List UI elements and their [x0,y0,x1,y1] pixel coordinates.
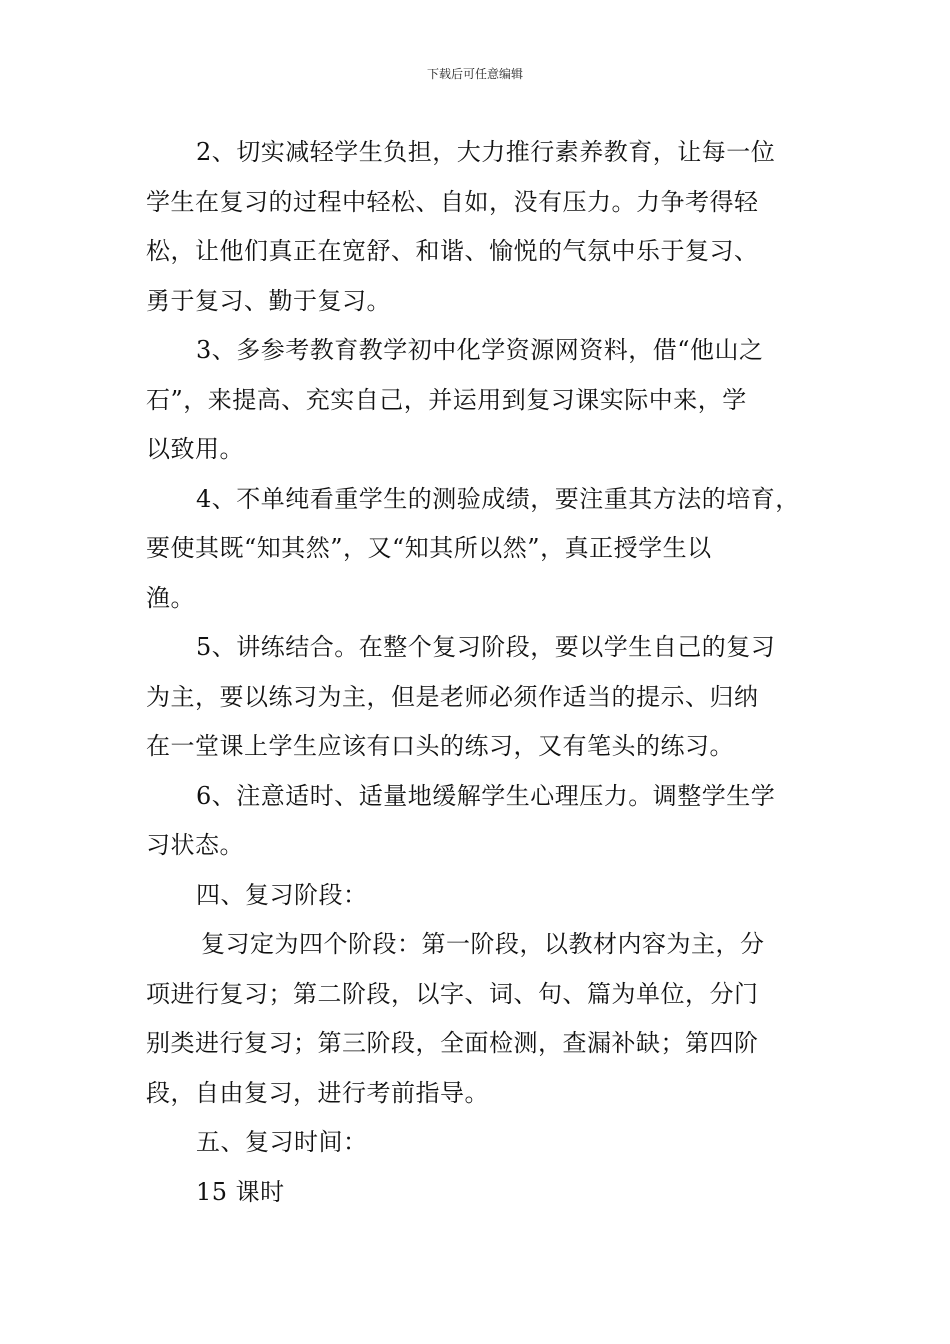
paragraph-2-line-3: 松，让他们真正在宽舒、和谐、愉悦的气氛中乐于复习、 [146,237,759,265]
paragraph-5-line-3: 在一堂课上学生应该有口头的练习，又有笔头的练习。 [146,732,734,760]
paragraph-3-line-3: 以致用。 [146,435,244,463]
paragraph-4-line-3: 渔。 [146,583,195,612]
paragraph-2-line-2: 学生在复习的过程中轻松、自如，没有压力。力争考得轻 [146,187,759,216]
stages-paragraph-line-4: 段，自由复习，进行考前指导。 [146,1078,489,1107]
stages-paragraph-line-2: 项进行复习；第二阶段，以字、词、句、篇为单位，分门 [146,979,759,1008]
stages-paragraph-line-3: 别类进行复习；第三阶段，全面检测，查漏补缺；第四阶 [146,1029,759,1057]
stages-paragraph-line-1: 复习定为四个阶段：第一阶段，以教材内容为主，分 [201,930,765,958]
paragraph-4-line-2: 要使其既“知其然”，又“知其所以然”，真正授学生以 [146,534,712,562]
section-heading-review-stages: 四、复习阶段： [196,880,368,909]
page-header: 下载后可任意编辑 [426,67,523,81]
paragraph-3-line-1: 3、多参考教育教学初中化学资源网资料，借“他山之 [196,336,764,364]
paragraph-2-line-1: 2、切实减轻学生负担，大力推行素养教育，让每一位 [196,138,776,166]
paragraph-6-line-1: 6、注意适时、适量地缓解学生心理压力。调整学生学 [196,781,776,810]
paragraph-4-line-1: 4、不单纯看重学生的测验成绩，要注重其方法的培育， [196,484,800,513]
paragraph-5-line-1: 5、讲练结合。在整个复习阶段，要以学生自己的复习 [196,633,776,661]
paragraph-2-line-4: 勇于复习、勤于复习。 [146,286,391,315]
section-heading-review-time: 五、复习时间： [196,1128,368,1156]
review-time-value: 15 课时 [196,1177,285,1206]
paragraph-3-line-2: 石”，来提高、充实自己，并运用到复习课实际中来，学 [146,385,747,414]
paragraph-6-line-2: 习状态。 [146,831,244,859]
document-body [146,128,836,1217]
paragraph-5-line-2: 为主，要以练习为主，但是老师必须作适当的提示、归纳 [146,682,759,711]
